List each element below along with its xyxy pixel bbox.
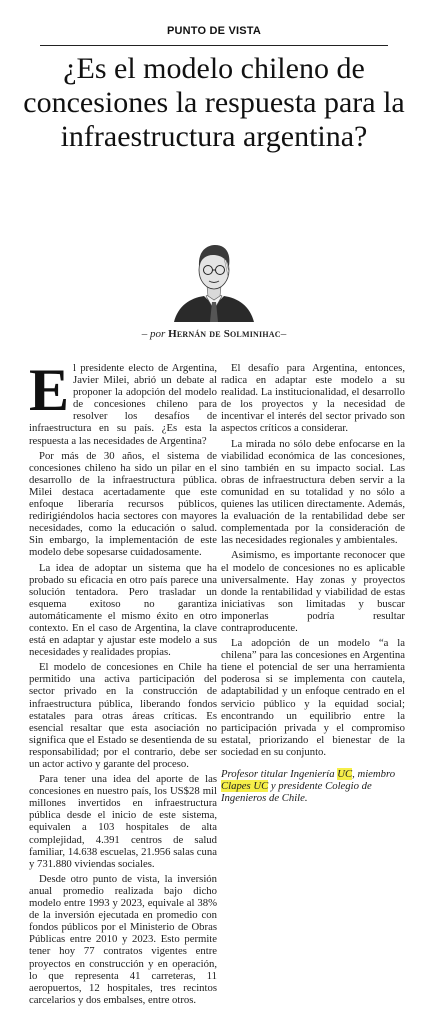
body-paragraph: El modelo de concesiones en Chile ha permitido una activa participación del sector privado en la construcción de infraestructura pública, liberando fondos estatales para otras áreas críticas. Es esencial resaltar que esta asociación no significa que el Estado se desentienda de su responsabilidad; por el contrario, debe ser un actor activo y garante del proceso. [29, 661, 217, 770]
author-name: Hernán de Solminihac [168, 328, 281, 340]
body-paragraph: Por más de 30 años, el sistema de concesiones chileno ha sido un pilar en el desarrollo de la infraestructura pública. Milei destaca acertadamente que este enfoque liberaría recursos públicos, redirigiéndolos hacia sectores con mayores necesidades, como la educación o salud. Sin embargo, la implementación de este modelo debe sopesarse cuidadosamente. [29, 449, 217, 559]
highlighted-text: Clapes UC [221, 780, 269, 793]
kicker-rule [40, 45, 388, 46]
article-column-right [221, 362, 405, 807]
byline-suffix: – [280, 328, 287, 340]
author-signature [221, 768, 405, 804]
byline [0, 328, 428, 340]
section-kicker: PUNTO DE VISTA [166, 25, 262, 37]
body-paragraph: Asimismo, es importante reconocer que el modelo de concesiones no es aplicable universalmente. Hay zonas y proyectos donde la rentabilidad y viabilidad de estas iniciativas son limitadas y buscar imponerlas podría resultar contraproducente. [221, 549, 405, 634]
article-column-left [29, 357, 217, 1009]
paragraph-text: l presidente electo de Argentina, Javier Milei, abrió un debate al proponer la adopción del modelo de concesiones chileno para resolver los desafíos de infraestructura en su país. ¿Es esta la respuesta a las necesidades de Argentina? [29, 362, 217, 447]
body-paragraph [29, 357, 217, 447]
highlighted-text: UC [337, 768, 353, 780]
body-paragraph: La adopción de un modelo “a la chilena” para las concesiones en Argentina tiene el potencial de ser una herramienta poderosa si se implementa con cautela, adaptabilidad y un enfoque centrado en el servicio público y la equidad social; encontrando un equilibrio entre la participación privada y el compromiso estatal, priorizando el bienestar de la sociedad en su conjunto. [221, 637, 405, 758]
body-paragraph: Para tener una idea del aporte de las concesiones en nuestro país, los US$28 mil millones invertidos en infraestructura pública desde el inicio de este sistema, equivalen a 103 hospitales de alta complejidad, 4.391 centros de salud familiar, 14.638 escuelas, 21.956 salas cuna y 731.880 viviendas sociales. [29, 773, 217, 870]
signature-text: , miembro [352, 768, 396, 780]
signature-text: y presidente Colegio de Ingenieros de Chile. [221, 780, 372, 805]
author-portrait-icon [168, 236, 260, 322]
byline-prefix: – por [141, 328, 166, 340]
body-paragraph: La idea de adoptar un sistema que ha probado su eficacia en otro país parece una solución tentadora. Pero trasladar un esquema exitoso no garantiza automáticamente el mismo éxito en otro contexto. En el caso de Argentina, la clave está en adaptar y ajustar este modelo a sus necesidades y realidades propias. [29, 561, 217, 659]
signature-text: Profesor titular Ingeniería [221, 768, 338, 780]
drop-cap: E [29, 357, 70, 423]
body-paragraph: El desafío para Argentina, entonces, radica en adaptar este modelo a su realidad. La institucionalidad, el desarrollo de los proyectos y la necesidad de incentivar el interés del sector privado son aspectos críticos a considerar. [221, 362, 405, 435]
article-headline: ¿Es el modelo chileno de concesiones la respuesta para la infraestructura argentina? [23, 52, 405, 153]
body-paragraph: La mirada no sólo debe enfocarse en la viabilidad económica de las concesiones, sino también en su impacto social. Las obras de infraestructura deben servir a la comunidad en su totalidad y no sólo a quienes las utilicen directamente. Además, la evaluación de la rentabilidad debe ser complementada por la consideración de las necesidades regionales y ambientales. [221, 437, 405, 547]
body-paragraph: Desde otro punto de vista, la inversión anual promedio realizada bajo dicho modelo entre 1993 y 2023, equivale al 38% de la inversión ejecutada en promedio con fondos públicos por el Ministerio de Obras Públicas entre 2010 y 2023. Esto permite tener hoy 77 contratos vigentes entre proyectos en construcción y en operación, lo que representa 41 carreteras, 11 aeropuertos, 12 hospitales, tres recintos carcelarios y dos embalses, entre otros. [29, 872, 217, 1006]
